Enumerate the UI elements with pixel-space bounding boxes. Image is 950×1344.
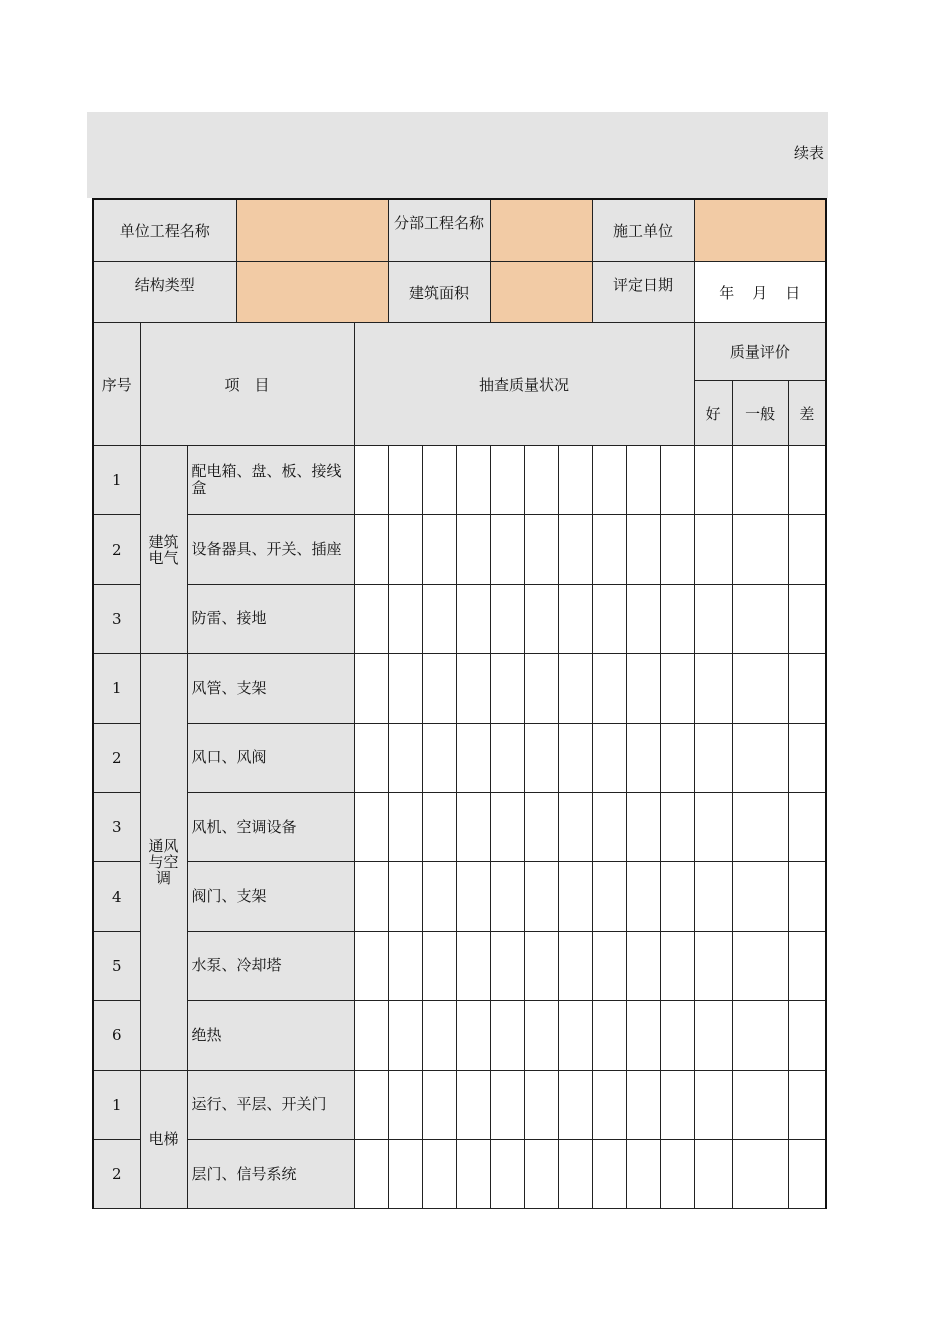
inspection-cell[interactable] [660, 862, 694, 931]
inspection-cell[interactable] [456, 862, 490, 931]
unit-project-value[interactable] [236, 199, 388, 261]
inspection-cell[interactable] [626, 584, 660, 653]
contractor-value[interactable] [694, 199, 826, 261]
rating-poor-cell[interactable] [788, 515, 826, 584]
inspection-cell[interactable] [456, 723, 490, 792]
eval-date-value[interactable] [694, 261, 826, 323]
inspection-cell[interactable] [490, 515, 524, 584]
unit-project-label: 单位工程名称 [93, 199, 236, 261]
inspection-cell[interactable] [354, 654, 388, 723]
inspection-table [92, 322, 827, 1209]
table-row [93, 654, 826, 723]
inspection-cell[interactable] [456, 515, 490, 584]
rating-poor-cell[interactable] [788, 1070, 826, 1139]
inspection-cell[interactable] [456, 931, 490, 1000]
rating-poor-cell[interactable] [788, 792, 826, 861]
inspection-cell[interactable] [660, 1070, 694, 1139]
inspection-cell[interactable] [660, 1139, 694, 1208]
row-item: 风管、支架 [187, 654, 354, 723]
inspection-cell[interactable] [422, 931, 456, 1000]
inspection-cell[interactable] [558, 1070, 592, 1139]
inspection-cell[interactable] [490, 723, 524, 792]
row-item: 防雷、接地 [187, 584, 354, 653]
inspection-cell[interactable] [558, 792, 592, 861]
table-row [93, 1070, 826, 1139]
inspection-cell[interactable] [592, 654, 626, 723]
inspection-cell[interactable] [354, 862, 388, 931]
inspection-cell[interactable] [626, 931, 660, 1000]
rating-average-cell[interactable] [732, 723, 788, 792]
structure-type-label: 结构类型 [93, 261, 236, 323]
inspection-cell[interactable] [388, 1070, 422, 1139]
inspection-cell[interactable] [388, 1139, 422, 1208]
rating-poor-cell[interactable] [788, 1139, 826, 1208]
inspection-cell[interactable] [626, 1001, 660, 1070]
sub-project-label: 分部工程名称 [388, 199, 490, 261]
inspection-cell[interactable] [456, 446, 490, 515]
inspection-cell[interactable] [422, 1139, 456, 1208]
inspection-cell[interactable] [388, 931, 422, 1000]
inspection-cell[interactable] [490, 1139, 524, 1208]
project-info-table [92, 198, 827, 324]
inspection-cell[interactable] [592, 862, 626, 931]
inspection-cell[interactable] [524, 1139, 558, 1208]
row-item: 层门、信号系统 [187, 1139, 354, 1208]
rating-good-cell[interactable] [694, 1070, 732, 1139]
inspection-cell[interactable] [524, 584, 558, 653]
inspection-cell[interactable] [558, 1001, 592, 1070]
row-seq: 5 [93, 931, 140, 1000]
rating-good-cell[interactable] [694, 446, 732, 515]
inspection-cell[interactable] [524, 862, 558, 931]
rating-good-cell[interactable] [694, 792, 732, 861]
table-row [93, 584, 826, 653]
inspection-cell[interactable] [592, 1139, 626, 1208]
rating-average-cell[interactable] [732, 1070, 788, 1139]
inspection-cell[interactable] [524, 1001, 558, 1070]
inspection-cell[interactable] [354, 1139, 388, 1208]
inspection-cell[interactable] [456, 654, 490, 723]
rating-average-cell[interactable] [732, 931, 788, 1000]
col-seq: 序号 [93, 323, 140, 446]
row-seq: 1 [93, 446, 140, 515]
row-seq: 2 [93, 723, 140, 792]
inspection-cell[interactable] [490, 446, 524, 515]
inspection-cell[interactable] [524, 446, 558, 515]
inspection-cell[interactable] [490, 792, 524, 861]
inspection-cell[interactable] [422, 446, 456, 515]
rating-poor-cell[interactable] [788, 584, 826, 653]
inspection-cell[interactable] [422, 515, 456, 584]
inspection-cell[interactable] [490, 862, 524, 931]
rating-poor-cell[interactable] [788, 862, 826, 931]
inspection-cell[interactable] [422, 792, 456, 861]
rating-average-cell[interactable] [732, 1001, 788, 1070]
inspection-cell[interactable] [626, 654, 660, 723]
inspection-cell[interactable] [524, 792, 558, 861]
continued-label: 续表 [793, 144, 824, 162]
inspection-cell[interactable] [626, 1139, 660, 1208]
inspection-cell[interactable] [388, 515, 422, 584]
inspection-cell[interactable] [524, 654, 558, 723]
inspection-cell[interactable] [592, 1070, 626, 1139]
building-area-value[interactable] [490, 261, 592, 323]
row-item: 配电箱、盘、板、接线盒 [187, 446, 354, 515]
table-row [93, 1001, 826, 1070]
inspection-cell[interactable] [660, 515, 694, 584]
inspection-cell[interactable] [490, 1001, 524, 1070]
inspection-cell[interactable] [558, 515, 592, 584]
inspection-cell[interactable] [388, 584, 422, 653]
inspection-cell[interactable] [524, 931, 558, 1000]
inspection-cell[interactable] [388, 1001, 422, 1070]
sub-project-value[interactable] [490, 199, 592, 261]
table-row [93, 792, 826, 861]
row-seq: 1 [93, 1070, 140, 1139]
inspection-cell[interactable] [592, 723, 626, 792]
rating-good-cell[interactable] [694, 515, 732, 584]
row-item: 阀门、支架 [187, 862, 354, 931]
date-day: 日 [785, 283, 801, 302]
inspection-cell[interactable] [558, 584, 592, 653]
inspection-cell[interactable] [354, 515, 388, 584]
rating-good-cell[interactable] [694, 1139, 732, 1208]
rating-good-cell[interactable] [694, 862, 732, 931]
rating-good-cell[interactable] [694, 654, 732, 723]
inspection-cell[interactable] [456, 1070, 490, 1139]
row-seq: 2 [93, 515, 140, 584]
table-row [93, 515, 826, 584]
inspection-cell[interactable] [354, 723, 388, 792]
inspection-cell[interactable] [626, 515, 660, 584]
row-item: 运行、平层、开关门 [187, 1070, 354, 1139]
inspection-cell[interactable] [558, 862, 592, 931]
rating-average-cell[interactable] [732, 654, 788, 723]
inspection-cell[interactable] [660, 446, 694, 515]
inspection-cell[interactable] [660, 1001, 694, 1070]
inspection-cell[interactable] [660, 654, 694, 723]
inspection-cell[interactable] [558, 446, 592, 515]
row-item: 风机、空调设备 [187, 792, 354, 861]
col-inspection: 抽查质量状况 [354, 323, 694, 446]
structure-type-value[interactable] [236, 261, 388, 323]
col-item: 项 目 [140, 323, 354, 446]
rating-poor-cell[interactable] [788, 1001, 826, 1070]
inspection-cell[interactable] [422, 1070, 456, 1139]
rating-poor-cell[interactable] [788, 931, 826, 1000]
inspection-cell[interactable] [354, 584, 388, 653]
inspection-cell[interactable] [626, 1070, 660, 1139]
rating-average-cell[interactable] [732, 1139, 788, 1208]
inspection-cell[interactable] [354, 792, 388, 861]
inspection-cell[interactable] [592, 515, 626, 584]
inspection-cell[interactable] [626, 862, 660, 931]
rating-good-cell[interactable] [694, 1001, 732, 1070]
group-name: 建筑电气 [140, 446, 187, 654]
table-row [93, 931, 826, 1000]
row-seq: 4 [93, 862, 140, 931]
inspection-cell[interactable] [558, 931, 592, 1000]
inspection-cell[interactable] [626, 446, 660, 515]
group-name: 电梯 [140, 1070, 187, 1209]
inspection-cell[interactable] [490, 654, 524, 723]
inspection-cell[interactable] [388, 654, 422, 723]
inspection-cell[interactable] [524, 723, 558, 792]
inspection-cell[interactable] [592, 1001, 626, 1070]
inspection-cell[interactable] [626, 792, 660, 861]
inspection-cell[interactable] [354, 1070, 388, 1139]
inspection-cell[interactable] [388, 862, 422, 931]
row-seq: 2 [93, 1139, 140, 1208]
inspection-cell[interactable] [524, 515, 558, 584]
inspection-cell[interactable] [388, 723, 422, 792]
inspection-cell[interactable] [592, 931, 626, 1000]
rating-good-cell[interactable] [694, 584, 732, 653]
inspection-cell[interactable] [660, 723, 694, 792]
rating-average-cell[interactable] [732, 792, 788, 861]
inspection-cell[interactable] [354, 931, 388, 1000]
row-seq: 1 [93, 654, 140, 723]
building-area-label: 建筑面积 [388, 261, 490, 323]
inspection-cell[interactable] [490, 931, 524, 1000]
rating-average-cell[interactable] [732, 446, 788, 515]
inspection-cell[interactable] [524, 1070, 558, 1139]
row-item: 设备器具、开关、插座 [187, 515, 354, 584]
inspection-cell[interactable] [422, 584, 456, 653]
inspection-cell[interactable] [354, 1001, 388, 1070]
inspection-cell[interactable] [490, 584, 524, 653]
rating-average-cell[interactable] [732, 515, 788, 584]
col-poor: 差 [788, 381, 826, 446]
inspection-cell[interactable] [422, 862, 456, 931]
inspection-cell[interactable] [660, 792, 694, 861]
inspection-cell[interactable] [592, 792, 626, 861]
inspection-cell[interactable] [456, 1001, 490, 1070]
inspection-cell[interactable] [490, 1070, 524, 1139]
date-month: 月 [752, 283, 768, 302]
table-row [93, 723, 826, 792]
inspection-cell[interactable] [456, 1139, 490, 1208]
inspection-cell[interactable] [660, 584, 694, 653]
inspection-cell[interactable] [558, 1139, 592, 1208]
col-average: 一般 [732, 381, 788, 446]
rating-poor-cell[interactable] [788, 446, 826, 515]
row-seq: 3 [93, 792, 140, 861]
group-name: 通风与空调 [140, 654, 187, 1070]
contractor-label: 施工单位 [592, 199, 694, 261]
rating-good-cell[interactable] [694, 931, 732, 1000]
inspection-cell[interactable] [558, 654, 592, 723]
inspection-cell[interactable] [422, 723, 456, 792]
inspection-cell[interactable] [388, 792, 422, 861]
row-seq: 6 [93, 1001, 140, 1070]
row-item: 绝热 [187, 1001, 354, 1070]
inspection-cell[interactable] [354, 446, 388, 515]
inspection-cell[interactable] [626, 723, 660, 792]
col-good: 好 [694, 381, 732, 446]
date-year: 年 [719, 283, 735, 302]
inspection-cell[interactable] [660, 931, 694, 1000]
row-seq: 3 [93, 584, 140, 653]
inspection-cell[interactable] [558, 723, 592, 792]
inspection-cell[interactable] [422, 654, 456, 723]
table-row [93, 1139, 826, 1208]
rating-average-cell[interactable] [732, 862, 788, 931]
table-row [93, 862, 826, 931]
eval-date-label: 评定日期 [592, 261, 694, 323]
inspection-cell[interactable] [456, 792, 490, 861]
title-band [87, 112, 828, 198]
inspection-cell[interactable] [422, 1001, 456, 1070]
row-item: 风口、风阀 [187, 723, 354, 792]
col-quality-eval: 质量评价 [694, 323, 826, 381]
rating-average-cell[interactable] [732, 584, 788, 653]
inspection-cell[interactable] [592, 584, 626, 653]
inspection-cell[interactable] [592, 446, 626, 515]
row-item: 水泵、冷却塔 [187, 931, 354, 1000]
table-row [93, 446, 826, 515]
rating-poor-cell[interactable] [788, 723, 826, 792]
rating-poor-cell[interactable] [788, 654, 826, 723]
inspection-cell[interactable] [456, 584, 490, 653]
rating-good-cell[interactable] [694, 723, 732, 792]
inspection-cell[interactable] [388, 446, 422, 515]
